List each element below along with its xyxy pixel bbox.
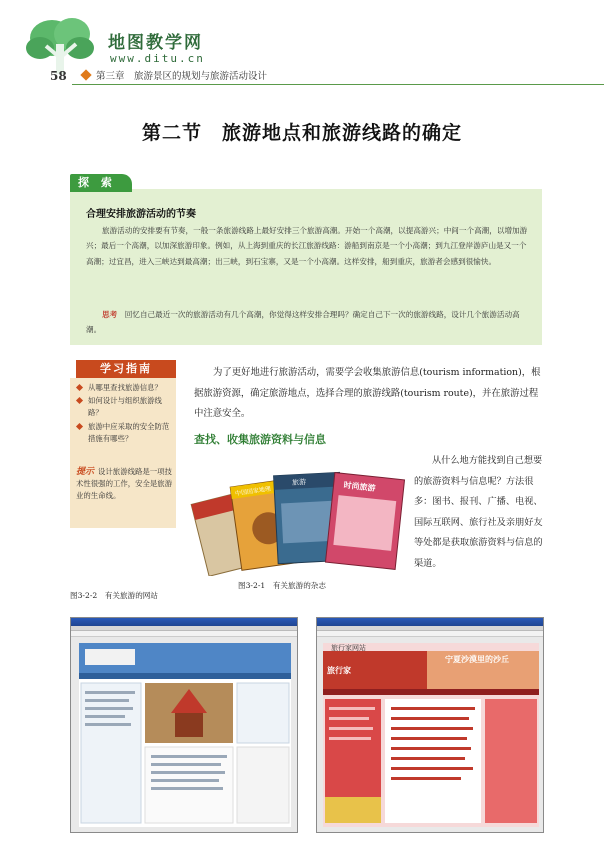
website-content-image — [71, 637, 298, 833]
travel-website-screenshot — [70, 617, 298, 833]
magazine-title: 中国国家地理 — [234, 485, 272, 498]
chapter-title: 第三章 旅游景区的规划与旅游活动设计 — [96, 71, 268, 82]
travel-website-screenshot — [316, 617, 544, 833]
explore-heading: 合理安排旅游活动的节奏 — [86, 209, 196, 220]
think-text: 回忆自己最近一次的旅游活动有几个高潮，你觉得这样安排合理吗？确定自己下一次的旅游线路，设计几个旅游活动高潮。 — [86, 310, 520, 335]
website-tag-label: 旅行家 — [327, 666, 351, 675]
intro-paragraph: 为了更好地进行旅游活动，需要学会收集旅游信息(tourism information)，根据旅游资源，确定旅游地点，选择合理的旅游线路(tourism route)，并在旅游过程中注意安全。 — [194, 367, 541, 419]
explore-paragraph: 旅游活动的安排要有节奏，一般一条旅游线路上最好安排三个旅游高潮。开始一个高潮，以提高游兴；中间一个高潮，以增加游兴；最后一个高潮，以加深旅游印象。例如，从上海到重庆的长江旅游线路：游船到南京是一个小高潮；到九江登岸游庐山是又一个高潮；过宜昌，进入三峡达到最高潮；出三峡，到石宝寨，又是一个小高潮。这样安排，船到重庆，旅游者会感到很愉快。 — [86, 226, 528, 266]
site-url: www.ditu.cn — [110, 52, 205, 65]
study-guide-list — [76, 382, 174, 446]
guide-item: 从哪里查找旅游信息？ — [76, 382, 174, 394]
hint-label: 提示 — [76, 467, 95, 477]
magazine-title: 时尚旅游 — [343, 480, 376, 493]
website-headline: 宁夏沙漠里的沙丘 — [445, 655, 509, 664]
figure-caption: 图3-2-2 有关旅游的网站 — [70, 591, 158, 600]
page-number: 58 — [50, 69, 67, 83]
guide-item: 如何设计与组织旅游线路？ — [76, 395, 174, 419]
travel-magazines-image — [190, 466, 410, 576]
figure-caption: 图3-2-1 有关旅游的杂志 — [238, 581, 326, 590]
website-content-image — [317, 637, 544, 833]
website-banner-label: 旅行家网站 — [331, 644, 366, 652]
site-name: 地图教学网 — [108, 33, 203, 53]
study-guide-title: 学习指南 — [76, 360, 176, 378]
think-paragraph — [86, 307, 532, 338]
hint-block — [76, 466, 174, 503]
hint-text: 设计旅游线路是一项技术性很强的工作，安全是旅游业的生命线。 — [76, 467, 173, 501]
magazine-title: 旅游 — [291, 478, 307, 487]
think-label: 思考 — [102, 310, 118, 319]
tree-logo-icon — [20, 14, 110, 76]
subsection-title: 查找、收集旅游资料与信息 — [194, 433, 326, 446]
section-title: 第二节 旅游地点和旅游线路的确定 — [141, 122, 462, 144]
info-sources-paragraph: 从什么地方能找到自己想要的旅游资料与信息呢？方法很多：图书、报刊、广播、电视、国际互联网、旅行社及亲朋好友等处都是获取旅游资料与信息的渠道。 — [414, 455, 543, 569]
explore-tag: 探 索 — [70, 174, 132, 192]
guide-item: 旅游中应采取的安全防范措施有哪些？ — [76, 421, 174, 445]
header-divider — [72, 84, 604, 85]
